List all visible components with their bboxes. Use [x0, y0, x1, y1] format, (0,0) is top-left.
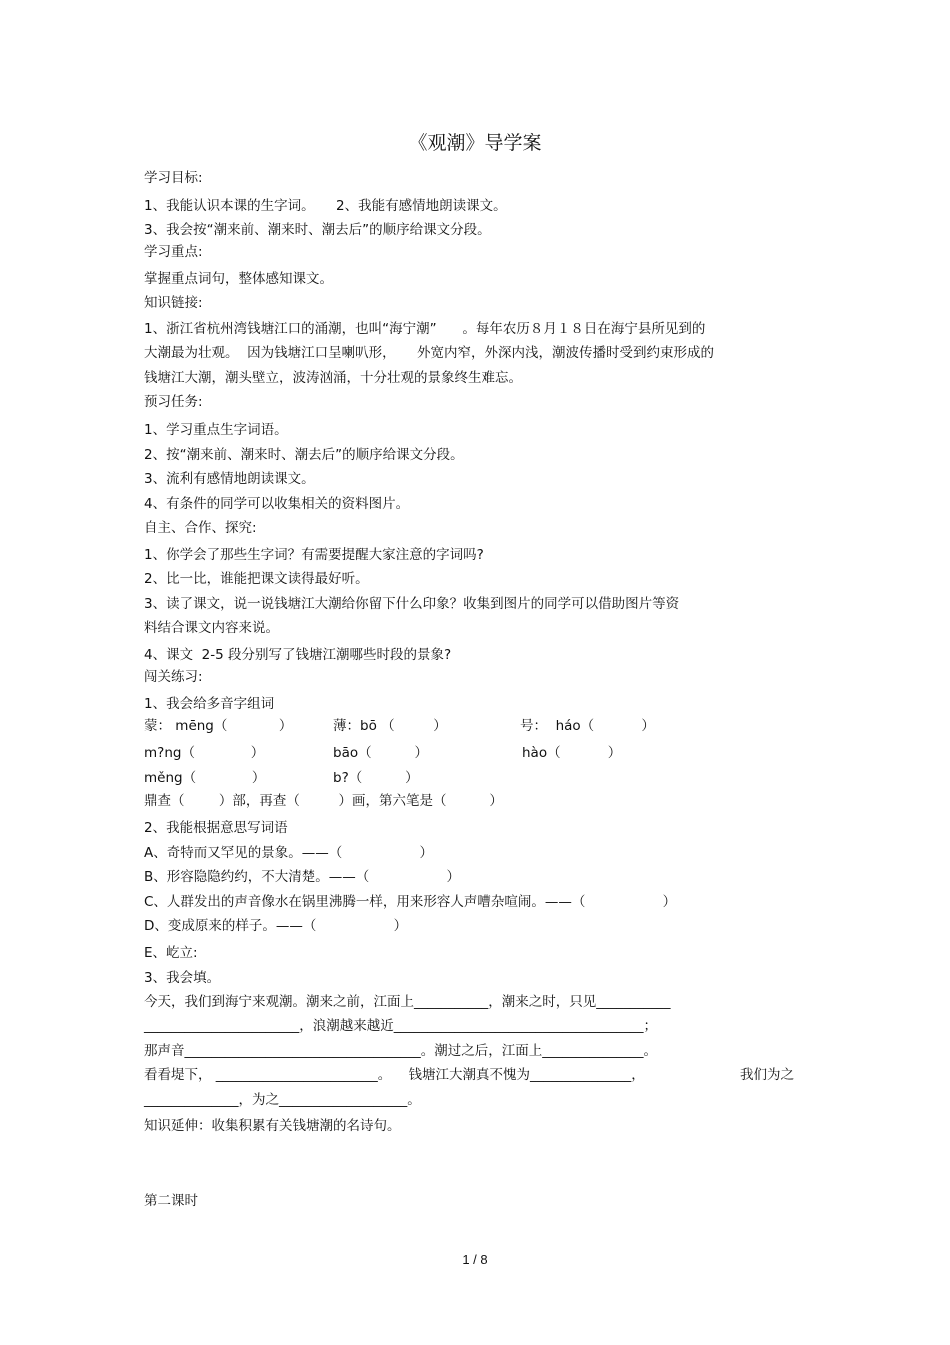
text-line: 今天，我们到海宁来观潮。潮来之前，江面上___________，潮来之时，只见___________ [144, 994, 671, 1010]
text-line: 2、按“潮来前、潮来时、潮去后”的顺序给课文分段。 [144, 447, 464, 463]
text-line: 3、我会按“潮来前、潮来时、潮去后”的顺序给课文分段。 [144, 222, 491, 238]
polyphone-bo-3: b?（ ） [333, 770, 419, 786]
text-line: 1、学习重点生字词语。 [144, 422, 288, 438]
heading-key-points: 学习重点: [144, 244, 203, 260]
polyphone-hao-1: 号： háo（ ） [520, 718, 655, 734]
page-number: 1 / 8 [462, 1252, 488, 1267]
text-line: 看看堤下， ________________________。 钱塘江大潮真不愧为_______________， [144, 1067, 645, 1083]
text-line: 3、流利有感情地朗读课文。 [144, 471, 315, 487]
text-line: A、奇特而又罕见的景象。——（ ） [144, 845, 433, 861]
text-line: B、形容隐隐约约，不大清楚。——（ ） [144, 869, 461, 885]
text-line: E、屹立: [144, 945, 198, 961]
text-line: 1、我能认识本课的生字词。 2、我能有感情地朗读课文。 [144, 198, 507, 214]
polyphone-row-1: 蒙： mēng（ ） [144, 718, 293, 734]
heading-learning-goals: 学习目标: [144, 170, 203, 186]
polyphone-row-3: měng（ ） [144, 770, 266, 786]
text-line: 1、我会给多音字组词 [144, 696, 275, 712]
text-line: 钱塘江大潮，潮头壁立，波涛汹涌，十分壮观的景象终生难忘。 [144, 370, 522, 386]
text-line: 鼎查（ ）部，再查（ ）画，第六笔是（ ） [144, 793, 503, 809]
text-line: 4、课文 2-5 段分别写了钱塘江潮哪些时段的景象? [144, 647, 452, 663]
polyphone-bo-2: bāo（ ） [333, 745, 429, 761]
text-line: 大潮最为壮观。 因为钱塘江口呈喇叭形， 外宽内窄，外深内浅，潮波传播时受到约束形成的 [144, 345, 715, 361]
polyphone-row-2: m?ng（ ） [144, 745, 265, 761]
text-line: 2、比一比，谁能把课文读得最好听。 [144, 571, 369, 587]
heading-knowledge-link: 知识链接: [144, 295, 203, 311]
text-line: _______________________，浪潮越来越近_____________________________________； [144, 1018, 657, 1034]
text-line: 3、读了课文，说一说钱塘江大潮给你留下什么印象？收集到图片的同学可以借助图片等资 [144, 596, 680, 612]
text-line: 那声音___________________________________。潮过之后，江面上_______________。 [144, 1043, 657, 1059]
text-line: C、人群发出的声音像水在锅里沸腾一样，用来形容人声嘈杂喧闹。——（ ） [144, 894, 677, 910]
text-line: D、变成原来的样子。——（ ） [144, 918, 408, 934]
page-title: 《观潮》导学案 [408, 132, 542, 154]
heading-second-lesson: 第二课时 [144, 1193, 198, 1209]
polyphone-hao-2: hào（ ） [522, 745, 622, 761]
text-line: 2、我能根据意思写词语 [144, 820, 288, 836]
text-line-end: 我们为之 [740, 1067, 794, 1083]
text-line: 1、你学会了那些生字词？有需要提醒大家注意的字词吗? [144, 547, 484, 563]
heading-preview-tasks: 预习任务: [144, 394, 203, 410]
text-line: 4、有条件的同学可以收集相关的资料图片。 [144, 496, 410, 512]
heading-explore: 自主、合作、探究: [144, 520, 257, 536]
text-line: 3、我会填。 [144, 970, 221, 986]
heading-exercises: 闯关练习: [144, 669, 203, 685]
text-line: 料结合课文内容来说。 [144, 620, 279, 636]
text-line: ______________，为之___________________。 [144, 1092, 421, 1108]
text-line: 知识延伸：收集积累有关钱塘潮的名诗句。 [144, 1118, 401, 1134]
text-line: 1、浙江省杭州湾钱塘江口的涌潮，也叫“海宁潮” 。每年农历８月１８日在海宁县所见到的 [144, 321, 706, 337]
polyphone-bo-1: 薄：bō （ ） [333, 718, 447, 734]
text-line: 掌握重点词句，整体感知课文。 [144, 271, 333, 287]
